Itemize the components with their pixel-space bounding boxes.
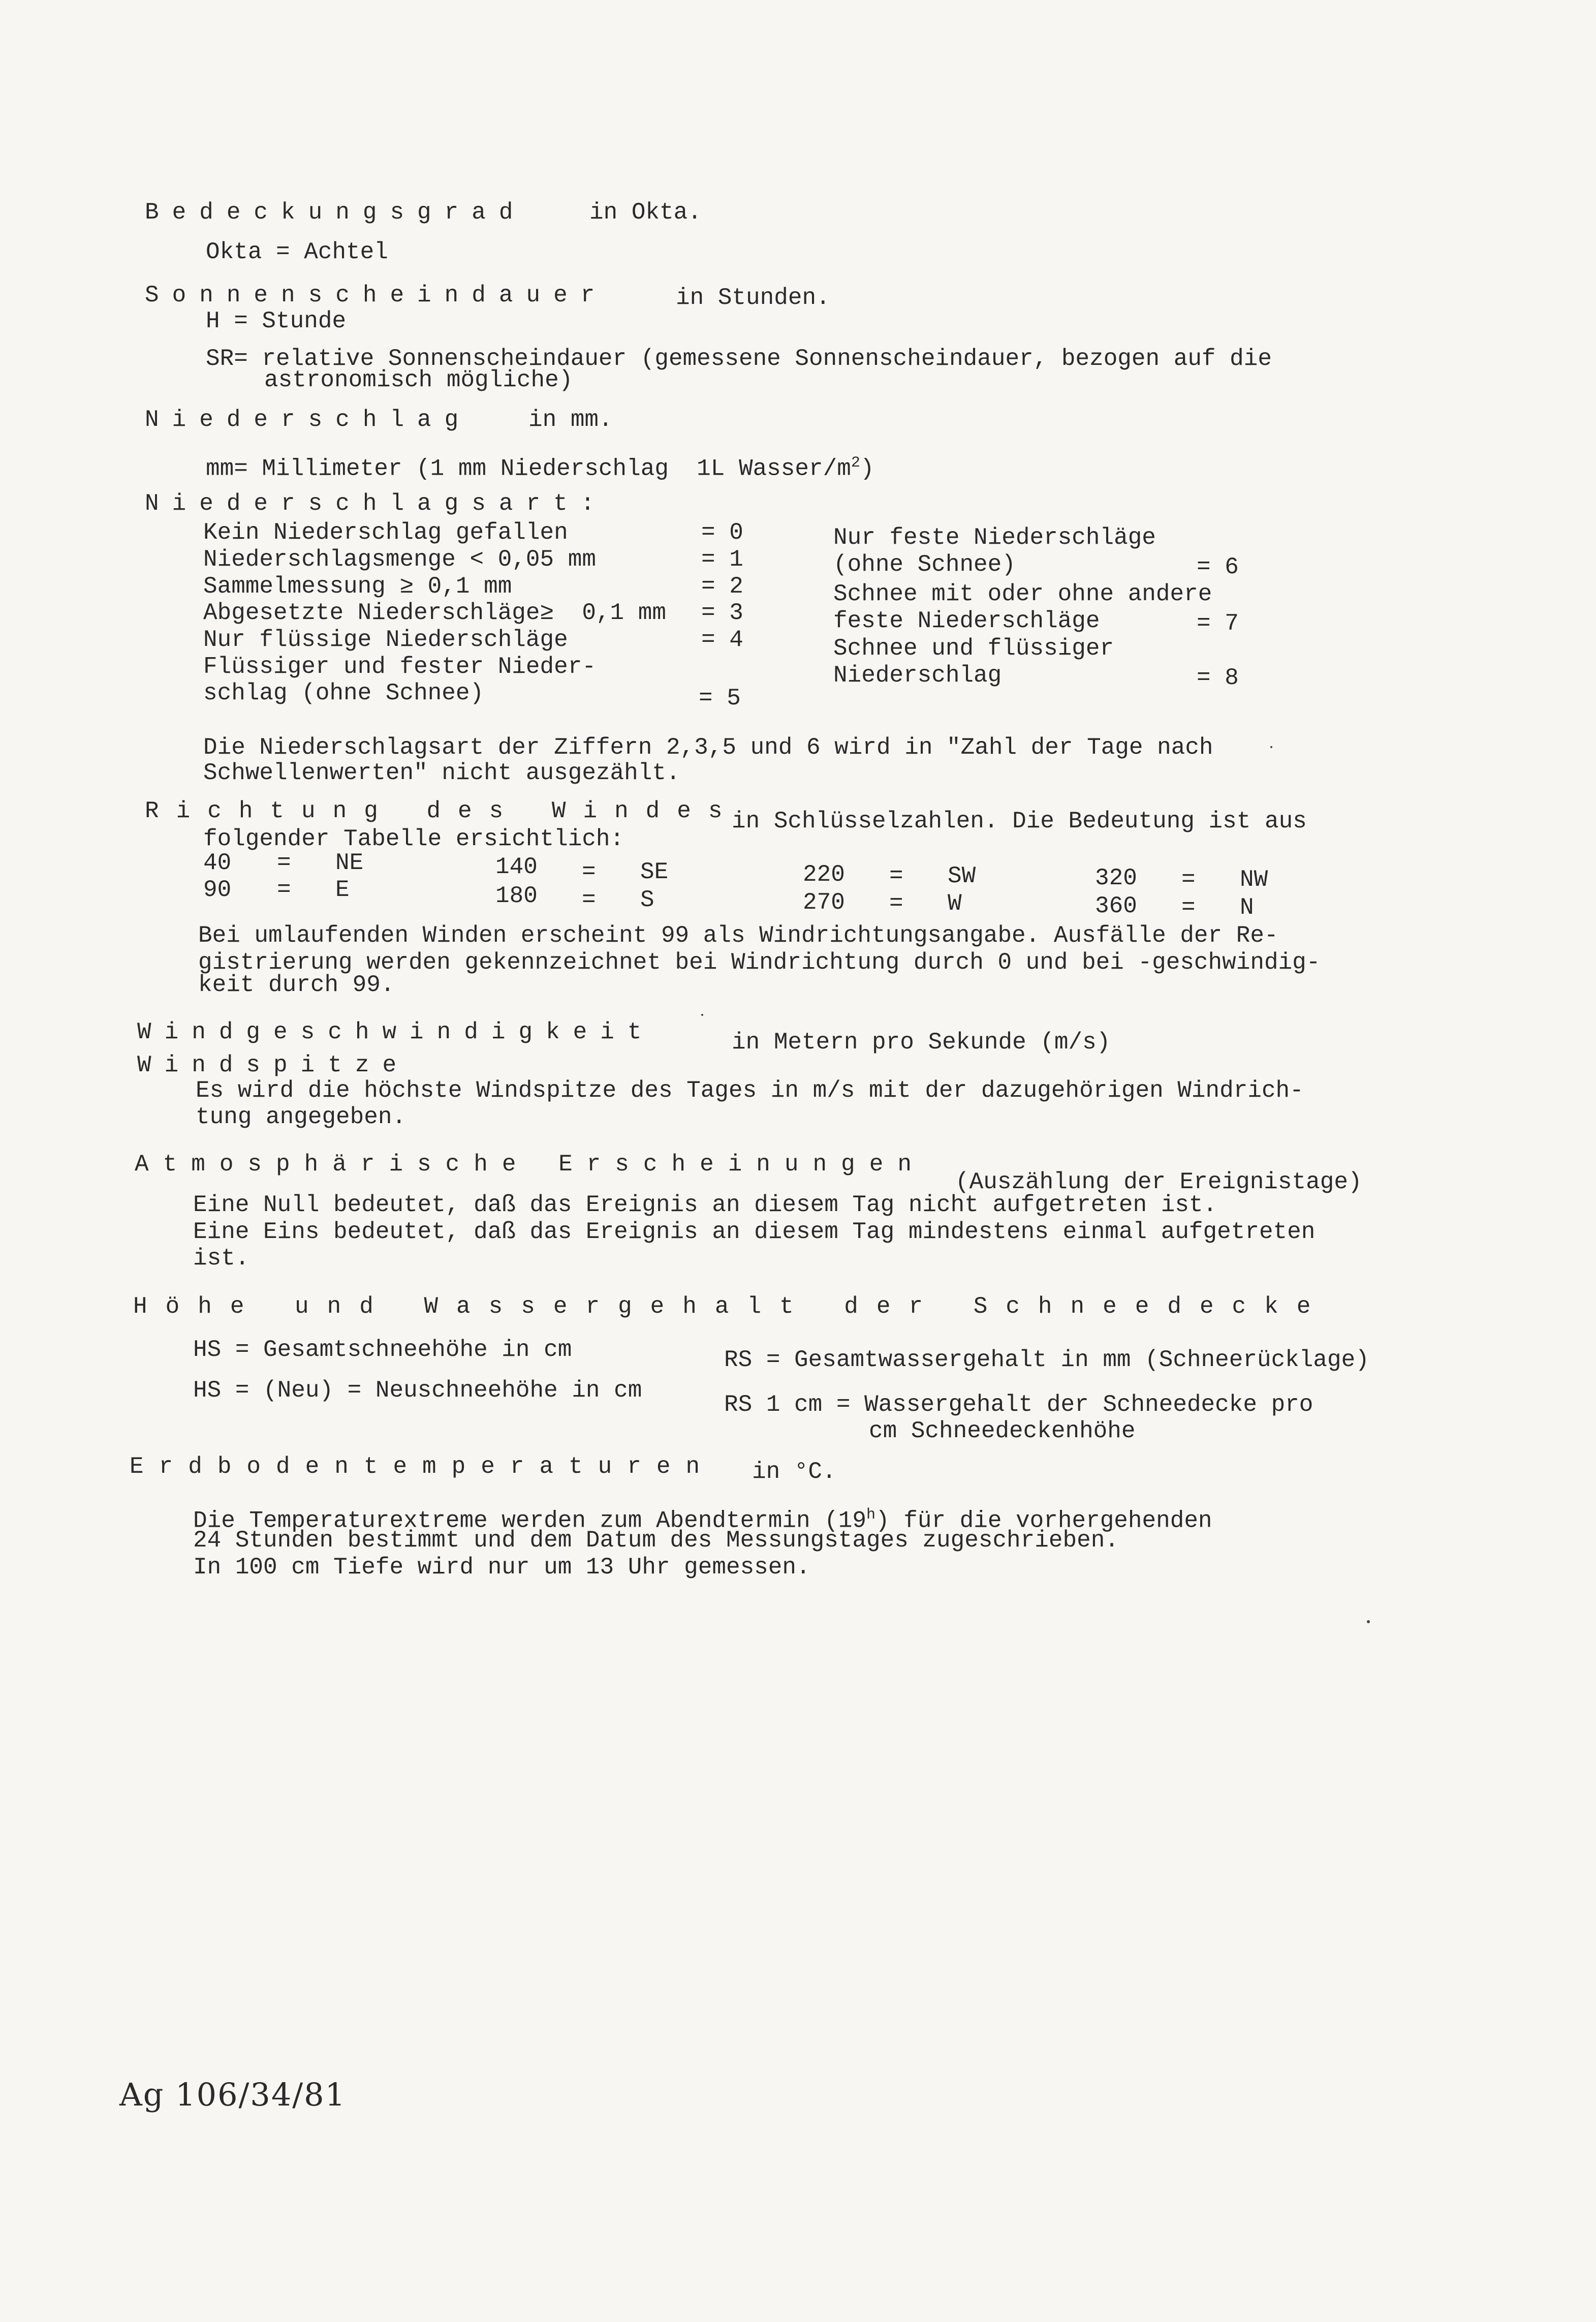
text-hs: HS = Gesamtschneehöhe in cm	[193, 1337, 572, 1363]
unit-windgeschwindigkeit: in Metern pro Sekunde (m/s)	[732, 1029, 1111, 1056]
list-item: Schnee mit oder ohne andere	[833, 581, 1212, 607]
list-item: feste Niederschläge	[833, 608, 1100, 634]
table-cell-code: 220	[803, 861, 845, 888]
table-cell-code: 40	[203, 850, 232, 876]
text-atmos-ist: ist.	[193, 1245, 249, 1272]
table-cell-dir: NW	[1240, 866, 1268, 893]
list-item-code: = 5	[699, 685, 741, 711]
list-item: Niederschlagsmenge < 0,05 mm	[203, 546, 596, 573]
list-item: (ohne Schnee)	[833, 551, 1016, 578]
text-stunde-definition: H = Stunde	[206, 308, 347, 334]
scan-speck	[701, 1014, 703, 1016]
text-richtung-note: Bei umlaufenden Winden erscheint 99 als Windrichtungsangabe. Ausfälle der Re-	[198, 922, 1278, 949]
heading-erdbodentemperaturen: Erdbodentemperaturen	[130, 1453, 715, 1480]
table-cell-dir: E	[335, 877, 350, 903]
unit-niederschlag: in mm.	[528, 407, 613, 433]
table-cell-eq: =	[277, 877, 291, 903]
scan-speck	[1270, 746, 1272, 748]
list-item-code: = 4	[701, 627, 743, 653]
table-cell-eq: =	[582, 859, 596, 885]
text-erdboden-line2: 24 Stunden bestimmt und dem Datum des Messungstages zugeschrieben.	[193, 1527, 1119, 1554]
heading-niederschlagsart: Niederschlagsart:	[145, 490, 608, 517]
table-cell-dir: N	[1240, 894, 1254, 921]
text-rs-1cm-cont: cm Schneedeckenhöhe	[869, 1418, 1136, 1444]
text-niederschlagsart-note-cont: Schwellenwerten" nicht ausgezählt.	[203, 760, 680, 786]
text-mm-definition: mm= Millimeter (1 mm Niederschlag 1L Wasser/$m^2$)	[206, 454, 874, 482]
unit-atmos: (Auszählung der Ereignistage)	[955, 1169, 1362, 1195]
table-cell-code: 90	[203, 877, 232, 903]
table-cell-eq: =	[277, 850, 291, 876]
table-cell-eq: =	[582, 887, 596, 913]
text-richtung-note-end: keit durch 99.	[198, 972, 395, 998]
heading-bedeckungsgrad: Bedeckungsgrad	[145, 199, 526, 226]
table-cell-eq: =	[1181, 894, 1196, 921]
text-hs-neu: HS = (Neu) = Neuschneehöhe in cm	[193, 1377, 642, 1404]
unit-sonnenscheindauer: in Stunden.	[676, 285, 830, 311]
list-item: Abgesetzte Niederschläge≥ 0,1 mm	[203, 600, 666, 626]
text-sr-definition-cont: astronomisch mögliche)	[264, 367, 573, 393]
table-cell-code: 270	[803, 889, 845, 916]
heading-atmosphaerische-erscheinungen: Atmosphärische Erscheinungen	[135, 1151, 926, 1178]
list-item-code: = 2	[701, 573, 743, 600]
list-item-code: = 0	[701, 519, 743, 546]
table-cell-eq: =	[1181, 866, 1196, 893]
table-cell-code: 320	[1095, 865, 1137, 891]
text-erdboden-line1: Die Temperaturextreme werden zum Abendtermin (19$^h$) für die vorhergehenden	[193, 1506, 1212, 1534]
table-cell-code: 180	[495, 883, 538, 909]
unit-richtung: in Schlüsselzahlen. Die Bedeutung ist aus	[732, 808, 1307, 834]
text-atmos-null: Eine Null bedeutet, daß das Ereignis an diesem Tag nicht aufgetreten ist.	[193, 1192, 1217, 1218]
table-cell-dir: S	[640, 887, 654, 913]
text-niederschlagsart-note: Die Niederschlagsart der Ziffern 2,3,5 und 6 wird in "Zahl der Tage nach	[203, 734, 1213, 761]
table-cell-code: 360	[1095, 893, 1137, 919]
text-atmos-eins: Eine Eins bedeutet, daß das Ereignis an diesem Tag mindestens einmal aufgetreten	[193, 1219, 1316, 1245]
heading-schneedecke: Höhe und Wassergehalt der Schneedecke	[133, 1293, 1329, 1320]
table-cell-dir: SE	[640, 859, 669, 885]
list-item: Niederschlag	[833, 662, 1002, 689]
heading-richtung-des-windes: Richtung des Windes	[145, 798, 740, 824]
table-cell-eq: =	[889, 863, 903, 889]
unit-erdboden: in °C.	[752, 1459, 836, 1485]
text-windspitze-cont: tung angegeben.	[196, 1104, 406, 1130]
text-richtung-note-cont: gistrierung werden gekennzeichnet bei Windrichtung durch 0 und bei -geschwindig-	[198, 949, 1321, 976]
list-item-code: = 6	[1197, 554, 1239, 580]
list-item-code: = 1	[701, 546, 743, 573]
table-cell-dir: SW	[948, 863, 976, 889]
heading-niederschlag: Niederschlag	[145, 407, 472, 433]
list-item: Sammelmessung ≥ 0,1 mm	[203, 573, 512, 600]
list-item-code: = 8	[1197, 665, 1239, 691]
list-item: Nur feste Niederschläge	[833, 524, 1156, 551]
table-cell-eq: =	[889, 890, 903, 917]
list-item: Flüssiger und fester Nieder-	[203, 654, 596, 680]
list-item: Nur flüssige Niederschläge	[203, 627, 568, 653]
text-okta-definition: Okta = Achtel	[206, 239, 388, 265]
list-item: schlag (ohne Schnee)	[203, 680, 484, 706]
list-item: Schnee und flüssiger	[833, 635, 1114, 662]
table-cell-code: 140	[495, 854, 538, 880]
text-erdboden-line3: In 100 cm Tiefe wird nur um 13 Uhr gemessen.	[193, 1554, 810, 1581]
archive-stamp: Ag 106/34/81	[119, 2076, 347, 2113]
text-sr-definition: SR= relative Sonnenscheindauer (gemessene Sonnenscheindauer, bezogen auf die	[206, 346, 1272, 372]
unit-bedeckungsgrad: in Okta.	[589, 199, 702, 226]
table-cell-dir: NE	[335, 850, 364, 876]
table-cell-dir: W	[948, 890, 962, 917]
text-windspitze: Es wird die höchste Windspitze des Tages in m/s mit der dazugehörigen Windrich-	[196, 1077, 1304, 1104]
text-rs-1cm: RS 1 cm = Wassergehalt der Schneedecke pro	[724, 1391, 1313, 1418]
text-richtung-table-intro: folgender Tabelle ersichtlich:	[203, 826, 624, 852]
text-rs: RS = Gesamtwassergehalt in mm (Schneerücklage)	[724, 1347, 1369, 1373]
list-item-code: = 3	[701, 600, 743, 626]
heading-windgeschwindigkeit: Windgeschwindigkeit	[137, 1019, 655, 1045]
list-item: Kein Niederschlag gefallen	[203, 519, 568, 546]
heading-sonnenscheindauer: Sonnenscheindauer	[145, 282, 608, 308]
list-item-code: = 7	[1197, 610, 1239, 637]
scan-speck	[1367, 1620, 1370, 1623]
heading-windspitze: Windspitze	[137, 1052, 410, 1078]
